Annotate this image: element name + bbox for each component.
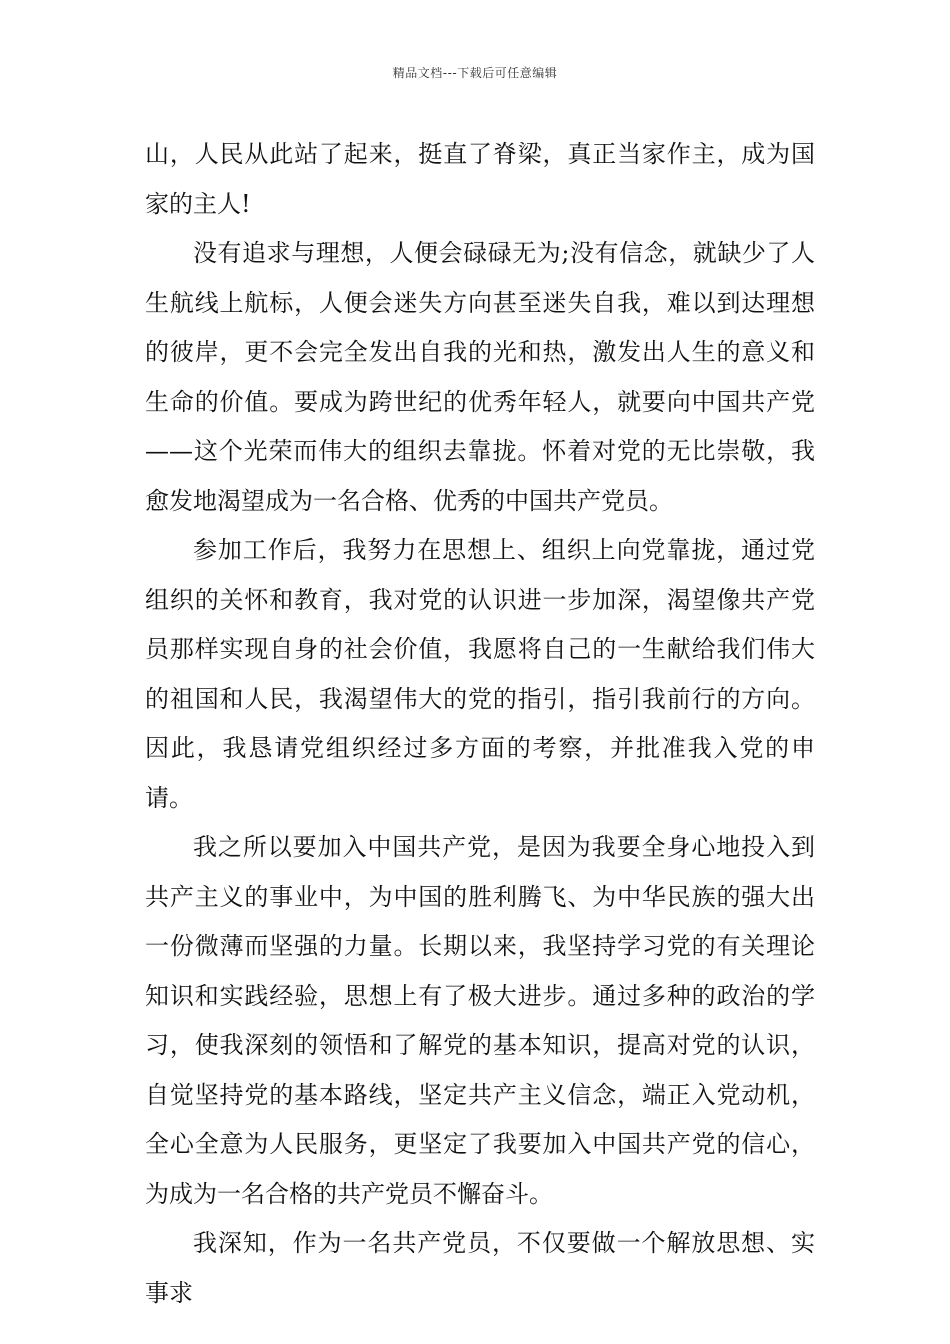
paragraph: 参加工作后，我努力在思想上、组织上向党靠拢，通过党组织的关怀和教育，我对党的认识进一步加深，渴望像共产党员那样实现自身的社会价值，我愿将自己的一生献给我们伟大的祖国和人民，我渴望伟大的党的指引，指引我前行的方向。因此，我恳请党组织经过多方面的考察，并批准我入党的申请。 (145, 536, 815, 812)
page-header: 精品文档---下载后可任意编辑 (392, 66, 558, 80)
paragraph: 我深知，作为一名共产党员，不仅要做一个解放思想、实事求 (145, 1229, 815, 1307)
paragraph-continued: 山，人民从此站了起来，挺直了脊梁，真正当家作主，成为国家的主人! (145, 140, 815, 218)
paragraph: 没有追求与理想，人便会碌碌无为;没有信念，就缺少了人生航线上航标，人便会迷失方向甚至迷失自我，难以到达理想的彼岸，更不会完全发出自我的光和热，激发出人生的意义和生命的价值。要成为跨世纪的优秀年轻人，就要向中国共产党——这个光荣而伟大的组织去靠拢。怀着对党的无比崇敬，我愈发地渴望成为一名合格、优秀的中国共产党员。 (145, 239, 815, 515)
paragraph: 我之所以要加入中国共产党，是因为我要全身心地投入到共产主义的事业中，为中国的胜利腾飞、为中华民族的强大出一份微薄而坚强的力量。长期以来，我坚持学习党的有关理论知识和实践经验，思想上有了极大进步。通过多种的政治的学习，使我深刻的领悟和了解党的基本知识，提高对党的认识，自觉坚持党的基本路线，坚定共产主义信念，端正入党动机，全心全意为人民服务，更坚定了我要加入中国共产党的信心，为成为一名合格的共产党员不懈奋斗。 (145, 833, 815, 1208)
document-body (145, 130, 815, 1318)
